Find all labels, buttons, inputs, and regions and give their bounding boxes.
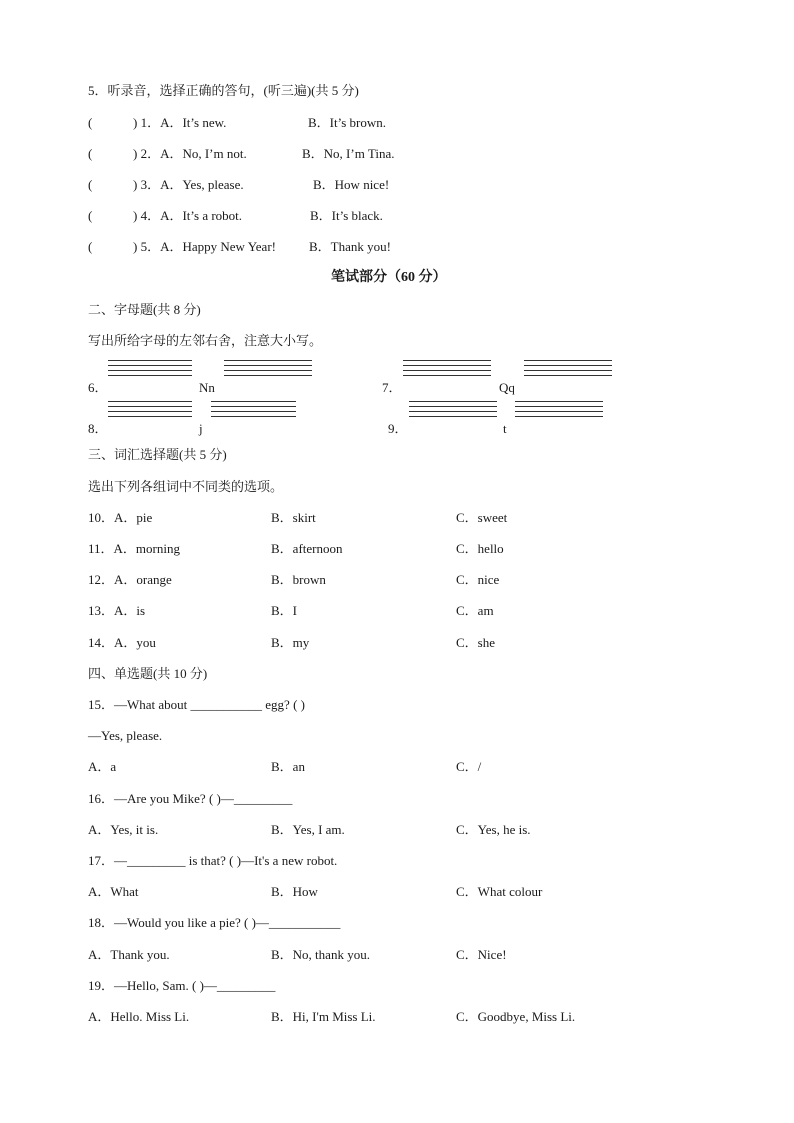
q11-option-c: C．hello	[456, 541, 504, 556]
q6-right-writing-lines[interactable]	[224, 360, 312, 380]
q5-5-option-a: ) 5．A．Happy New Year!	[133, 239, 276, 254]
q5-1-option-a: ) 1．A．It’s new.	[133, 115, 227, 130]
q10-option-c: C．sweet	[456, 510, 508, 525]
q5-3-option-b: B．How nice!	[313, 177, 390, 192]
q10-option-a: 10．A．pie	[88, 510, 153, 525]
q12-option-b: B．brown	[271, 572, 326, 587]
q5-5-option-b: B．Thank you!	[309, 239, 391, 254]
q6-letter: Nn	[199, 380, 215, 395]
q5-2-paren: (	[88, 146, 93, 161]
section4-heading: 四、单选题(共 10 分)	[88, 666, 208, 681]
q5-4-option-a: ) 4．A．It’s a robot.	[133, 208, 243, 223]
q19-option-b: B．Hi, I'm Miss Li.	[271, 1009, 376, 1024]
q6-number: 6．	[88, 380, 108, 395]
q5-3-paren: (	[88, 177, 93, 192]
q17-option-a: A．What	[88, 884, 139, 899]
q9-right-writing-lines[interactable]	[515, 401, 603, 421]
q18-option-b: B．No, thank you.	[271, 947, 370, 962]
q5-2-option-a: ) 2．A．No, I’m not.	[133, 146, 247, 161]
q15-option-b: B．an	[271, 759, 305, 774]
q13-option-b: B．I	[271, 603, 298, 618]
q12-option-a: 12．A．orange	[88, 572, 172, 587]
q18-option-c: C．Nice!	[456, 947, 507, 962]
q8-number: 8．	[88, 421, 108, 436]
q5-3-option-a: ) 3．A．Yes, please.	[133, 177, 244, 192]
q16-stem: 16．—Are you Mike? ( )—_________	[88, 791, 293, 806]
q12-option-c: C．nice	[456, 572, 500, 587]
q9-number: 9．	[388, 421, 408, 436]
q16-option-c: C．Yes, he is.	[456, 822, 531, 837]
q9-letter: t	[503, 421, 507, 436]
q11-option-b: B．afternoon	[271, 541, 343, 556]
q7-letter: Qq	[499, 380, 515, 395]
q13-option-a: 13．A．is	[88, 603, 146, 618]
q6-left-writing-lines[interactable]	[108, 360, 192, 380]
q7-right-writing-lines[interactable]	[524, 360, 612, 380]
q5-5-paren: (	[88, 239, 93, 254]
q17-option-c: C．What colour	[456, 884, 543, 899]
q14-option-b: B．my	[271, 635, 310, 650]
q8-letter: j	[199, 421, 203, 436]
q5-instruction: 5．听录音，选择正确的答句，(听三遍)(共 5 分)	[88, 83, 359, 98]
q5-4-paren: (	[88, 208, 93, 223]
q15-stem: 15．—What about ___________ egg? ( )	[88, 697, 305, 712]
q14-option-a: 14．A．you	[88, 635, 156, 650]
section3-instruction: 选出下列各组词中不同类的选项。	[88, 479, 284, 494]
q11-option-a: 11．A．morning	[88, 541, 180, 556]
q18-option-a: A．Thank you.	[88, 947, 170, 962]
q8-left-writing-lines[interactable]	[108, 401, 192, 421]
q14-option-c: C．she	[456, 635, 496, 650]
q5-4-option-b: B．It’s black.	[310, 208, 383, 223]
q7-left-writing-lines[interactable]	[403, 360, 491, 380]
q10-option-b: B．skirt	[271, 510, 316, 525]
q16-option-a: A．Yes, it is.	[88, 822, 159, 837]
q7-number: 7．	[382, 380, 402, 395]
q15-option-c: C．/	[456, 759, 482, 774]
section2-instruction: 写出所给字母的左邻右舍，注意大小写。	[88, 333, 323, 348]
section3-heading: 三、词汇选择题(共 5 分)	[88, 447, 227, 462]
q9-left-writing-lines[interactable]	[409, 401, 497, 421]
q8-right-writing-lines[interactable]	[211, 401, 296, 421]
section2-heading: 二、字母题(共 8 分)	[88, 302, 201, 317]
q19-stem: 19．—Hello, Sam. ( )—_________	[88, 978, 276, 993]
q5-2-option-b: B．No, I’m Tina.	[302, 146, 395, 161]
q16-option-b: B．Yes, I am.	[271, 822, 345, 837]
q17-stem: 17．—_________ is that? ( )—It's a new robot.	[88, 853, 338, 868]
q5-1-paren: (	[88, 115, 93, 130]
q18-stem: 18．—Would you like a pie? ( )—___________	[88, 915, 341, 930]
q5-1-option-b: B．It’s brown.	[308, 115, 387, 130]
q13-option-c: C．am	[456, 603, 494, 618]
written-part-title: 笔试部分（60 分）	[331, 270, 447, 285]
q15-reply: —Yes, please.	[88, 728, 163, 743]
q17-option-b: B．How	[271, 884, 318, 899]
q15-option-a: A．a	[88, 759, 117, 774]
q19-option-c: C．Goodbye, Miss Li.	[456, 1009, 576, 1024]
q19-option-a: A．Hello. Miss Li.	[88, 1009, 190, 1024]
